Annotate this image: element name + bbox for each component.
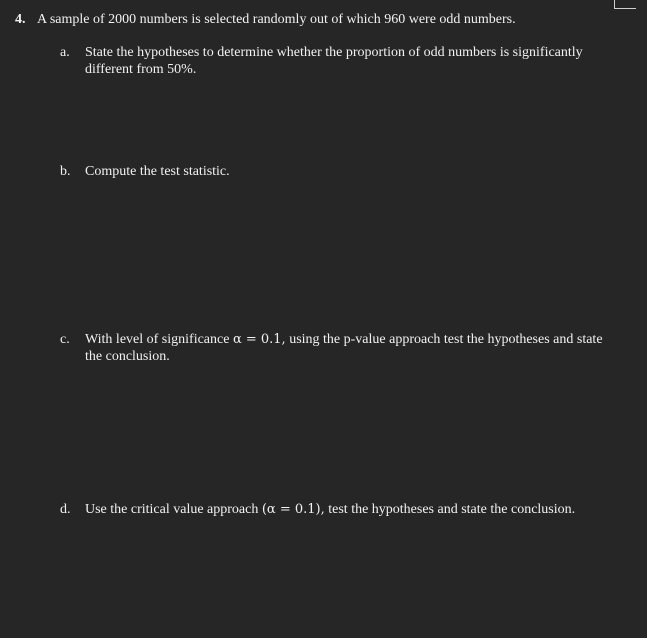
part-b-letter: b. (60, 164, 71, 179)
part-d-text-after: test the hypotheses and state the conclusion. (328, 502, 576, 517)
part-c-math-alpha: α = 0.1, (232, 332, 286, 347)
part-c (60, 331, 620, 365)
question-text: A sample of 2000 numbers is selected randomly out of which 960 were odd numbers. (37, 12, 516, 27)
question-number: 4. (15, 12, 26, 27)
part-b-text: Compute the test statistic. (85, 164, 230, 179)
part-c-text-before: With level of significance (85, 332, 230, 347)
part-b (60, 163, 620, 180)
part-d-math-alpha: (α = 0.1), (261, 502, 325, 517)
page-corner-mark (614, 0, 636, 9)
part-c-letter: c. (60, 332, 70, 347)
part-d-text (85, 501, 620, 518)
part-a-letter: a. (60, 45, 70, 60)
part-c-text (85, 331, 620, 365)
part-c-text-after: using the p-value approach test the hypotheses and state the conclusion. (85, 332, 603, 364)
part-d (60, 501, 620, 518)
question-header (15, 11, 516, 28)
part-a-text: State the hypotheses to determine whether the proportion of odd numbers is significantly different from 50%. (85, 45, 583, 77)
part-a (60, 44, 620, 78)
part-d-text-before: Use the critical value approach (85, 502, 259, 517)
part-d-letter: d. (60, 502, 71, 517)
